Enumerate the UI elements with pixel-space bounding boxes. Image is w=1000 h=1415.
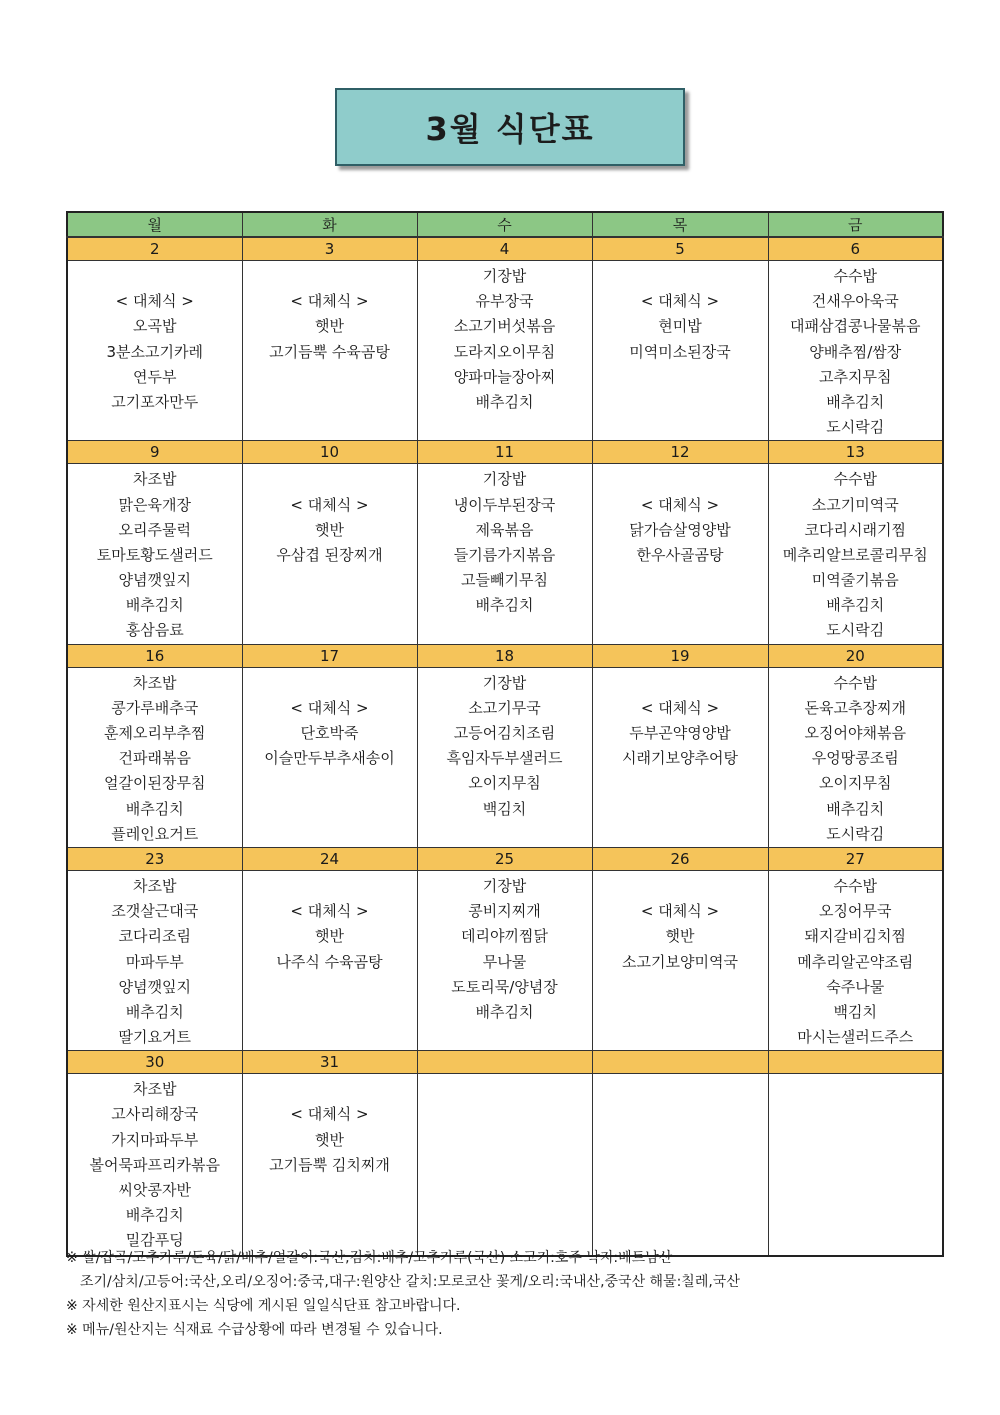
menu-item: 배추김치 <box>475 392 534 411</box>
date-cell-mon: 30 <box>67 1051 242 1074</box>
menu-item: 도시락김 <box>826 621 885 640</box>
menu-list <box>243 464 417 568</box>
menu-list <box>769 871 943 1050</box>
menu-item: 플레인요거트 <box>111 824 199 843</box>
menu-item: 대패삼겹콩나물볶음 <box>790 317 921 336</box>
menu-cell-mon <box>67 261 242 441</box>
menu-item: 밀감푸딩 <box>125 1231 184 1250</box>
menu-item <box>593 264 768 289</box>
menu-list <box>68 464 242 643</box>
date-cell-wed: 4 <box>417 237 592 261</box>
menu-cell-mon <box>67 870 242 1050</box>
menu-list <box>769 668 943 847</box>
date-cell-wed: 25 <box>417 847 592 870</box>
date-cell-thu: 19 <box>592 644 768 667</box>
menu-item: 콩가루배추국 <box>111 698 199 717</box>
date-cell-wed <box>417 1051 592 1074</box>
menu-item: < 대체식 > <box>290 292 369 311</box>
weekday-thu: 목 <box>592 212 768 237</box>
menu-item: 조갯살근대국 <box>111 902 199 921</box>
menu-cell-wed <box>417 870 592 1050</box>
menu-row <box>67 1074 943 1257</box>
menu-item: 차조밥 <box>133 1080 177 1099</box>
menu-cell-mon <box>67 667 242 847</box>
menu-item: 데리야끼찜닭 <box>461 927 548 946</box>
footnote-change-notice: ※ 메뉴/원산지는 식재료 수급상황에 따라 변경될 수 있습니다. <box>66 1322 443 1338</box>
date-cell-wed: 18 <box>417 644 592 667</box>
menu-item: 햇반 <box>315 927 344 946</box>
menu-item: < 대체식 > <box>290 1105 369 1124</box>
date-row <box>67 441 943 464</box>
date-cell-tue: 17 <box>242 644 417 667</box>
menu-item: 수수밥 <box>833 470 877 489</box>
date-row <box>67 847 943 870</box>
menu-table <box>66 211 944 1257</box>
menu-item: 메추리알브로콜리무침 <box>782 545 928 564</box>
title-box <box>335 88 685 166</box>
menu-item: 도토리묵/양념장 <box>451 977 558 996</box>
menu-cell-thu <box>592 261 768 441</box>
menu-item: 들기름가지볶음 <box>453 545 556 564</box>
menu-item: 수수밥 <box>833 673 877 692</box>
menu-item: < 대체식 > <box>290 495 369 514</box>
menu-item: 우삼겹 된장찌개 <box>276 545 383 564</box>
menu-cell-mon <box>67 464 242 644</box>
menu-item <box>68 264 242 289</box>
weekday-wed: 수 <box>417 212 592 237</box>
menu-item: 배추김치 <box>475 1002 534 1021</box>
menu-list <box>418 1074 592 1077</box>
date-row <box>67 1051 943 1074</box>
menu-item: 한우사골곰탕 <box>636 545 724 564</box>
menu-item: 제육볶음 <box>475 520 534 539</box>
menu-item: 고기포자만두 <box>111 392 199 411</box>
menu-item <box>593 671 768 696</box>
menu-item: 유부장국 <box>475 292 534 311</box>
date-cell-fri: 20 <box>768 644 943 667</box>
weekday-fri: 금 <box>768 212 943 237</box>
menu-item: 백김치 <box>833 1002 877 1021</box>
menu-item: 건새우아욱국 <box>811 292 899 311</box>
menu-item: 미역미소된장국 <box>629 342 731 361</box>
menu-item: 소고기버섯볶음 <box>453 317 556 336</box>
menu-item: 마시는샐러드주스 <box>797 1028 914 1047</box>
date-row <box>67 237 943 261</box>
menu-cell-thu <box>592 667 768 847</box>
menu-item: 양배추찜/쌈장 <box>809 342 902 361</box>
menu-item <box>243 671 417 696</box>
date-cell-tue: 3 <box>242 237 417 261</box>
menu-item: 나주식 수육곰탕 <box>276 952 383 971</box>
menu-item: 시래기보양추어탕 <box>622 749 738 768</box>
menu-item: 소고기미역국 <box>811 495 899 514</box>
date-cell-fri: 13 <box>768 441 943 464</box>
menu-item: 고기듬뿍 김치찌개 <box>269 1155 390 1174</box>
menu-cell-tue <box>242 261 417 441</box>
menu-item: 소고기무국 <box>468 698 541 717</box>
menu-item: < 대체식 > <box>115 292 194 311</box>
menu-item <box>243 1077 417 1102</box>
menu-item: 메추리알곤약조림 <box>797 952 914 971</box>
menu-cell-wed <box>417 1074 592 1257</box>
menu-item: 고등어김치조림 <box>453 724 556 742</box>
date-cell-mon: 2 <box>67 237 242 261</box>
menu-item: 씨앗콩자반 <box>118 1181 191 1199</box>
menu-item: 백김치 <box>482 799 527 818</box>
menu-item: < 대체식 > <box>640 902 720 921</box>
menu-item <box>593 467 768 492</box>
menu-item: 돼지갈비김치찜 <box>804 927 906 946</box>
menu-item: 현미밥 <box>658 317 702 336</box>
menu-item: 기장밥 <box>482 470 527 489</box>
date-cell-mon: 9 <box>67 441 242 464</box>
weekday-header-row <box>67 212 943 237</box>
menu-item: 돈육고추장찌개 <box>804 698 906 717</box>
menu-list <box>68 668 242 847</box>
menu-item: 연두부 <box>133 367 177 386</box>
date-cell-thu: 26 <box>592 847 768 870</box>
menu-item <box>243 264 417 289</box>
menu-item: 콩비지찌개 <box>468 902 541 921</box>
menu-list <box>418 464 592 618</box>
menu-item: 이슬만두부추새송이 <box>264 749 395 768</box>
menu-item: 고사리해장국 <box>111 1105 199 1124</box>
menu-item: < 대체식 > <box>640 698 720 717</box>
date-cell-wed: 11 <box>417 441 592 464</box>
menu-item: 소고기보양미역국 <box>622 952 738 971</box>
menu-item: 딸기요거트 <box>118 1028 191 1047</box>
date-cell-fri: 6 <box>768 237 943 261</box>
menu-item: 오징어무국 <box>819 902 892 921</box>
menu-list <box>243 261 417 365</box>
footnote-origin: ※ 쌀/잡곡/고추가루/돈육/닭/배추/얼갈이:국산,김치:배추/고추가루(국산) 소고기:호주 낙지:베트남산 <box>66 1250 673 1266</box>
menu-list <box>593 668 768 772</box>
menu-list <box>68 261 242 415</box>
menu-cell-tue <box>242 1074 417 1257</box>
menu-cell-fri <box>768 667 943 847</box>
menu-item: 배추김치 <box>125 1206 184 1225</box>
menu-item: 오리주물럭 <box>118 520 191 539</box>
menu-item: 햇반 <box>315 1130 344 1149</box>
menu-item: 3분소고기카레 <box>106 342 203 361</box>
menu-item <box>243 874 417 899</box>
menu-item: 훈제오리부추찜 <box>104 724 206 742</box>
menu-item: 무나물 <box>482 952 527 971</box>
date-cell-tue: 10 <box>242 441 417 464</box>
menu-cell-tue <box>242 464 417 644</box>
menu-list <box>243 668 417 772</box>
menu-cell-wed <box>417 261 592 441</box>
menu-list <box>418 261 592 415</box>
weekday-tue: 화 <box>242 212 417 237</box>
menu-item: 기장밥 <box>482 876 527 895</box>
menu-item: 홍삼음료 <box>125 621 184 640</box>
menu-item: 도라지오이무침 <box>453 342 556 361</box>
menu-cell-thu <box>592 464 768 644</box>
menu-item: 얼갈이된장무침 <box>104 774 206 793</box>
menu-item: 차조밥 <box>133 673 177 692</box>
menu-item: 차조밥 <box>133 470 177 489</box>
menu-item: 닭가슴살영양밥 <box>629 520 731 539</box>
menu-item: 배추김치 <box>125 1002 184 1021</box>
menu-item: 기장밥 <box>482 673 527 692</box>
menu-row <box>67 870 943 1050</box>
menu-item: 우엉땅콩조림 <box>811 749 899 768</box>
menu-item: 볼어묵파프리카볶음 <box>89 1155 220 1174</box>
menu-item: 고추지무침 <box>819 367 892 386</box>
menu-item: 코다리조림 <box>118 927 191 946</box>
footnote-origin-cont: 조기/삼치/고등어:국산,오리/오징어:중국,대구:원양산 갈치:모로코산 꽃게/오리:국내산,중국산 해물:칠레,국산 <box>80 1274 740 1290</box>
menu-list <box>769 1074 943 1077</box>
menu-row <box>67 464 943 644</box>
menu-cell-wed <box>417 667 592 847</box>
menu-item: 오이지무침 <box>819 774 892 793</box>
menu-item: 배추김치 <box>475 596 534 615</box>
menu-item: 두부곤약영양밥 <box>629 724 731 742</box>
menu-item: 오징어야채볶음 <box>804 724 906 742</box>
menu-item: 양파마늘장아찌 <box>453 367 556 386</box>
menu-item: 배추김치 <box>125 596 184 615</box>
menu-item: 숙주나물 <box>826 977 885 996</box>
menu-item: < 대체식 > <box>290 902 369 921</box>
date-row <box>67 644 943 667</box>
menu-cell-tue <box>242 667 417 847</box>
menu-list <box>593 1074 768 1077</box>
menu-item: 코다리시래기찜 <box>804 520 906 539</box>
menu-item: 도시락김 <box>826 418 885 437</box>
menu-item: < 대체식 > <box>640 495 720 514</box>
menu-list <box>593 871 768 975</box>
menu-item: 배추김치 <box>125 799 184 818</box>
menu-cell-thu <box>592 870 768 1050</box>
date-cell-fri <box>768 1051 943 1074</box>
menu-item: 고기듬뿍 수육곰탕 <box>269 342 390 361</box>
menu-list <box>243 1074 417 1178</box>
menu-item <box>243 467 417 492</box>
menu-item: 양념깻잎지 <box>118 977 191 996</box>
menu-item: 차조밥 <box>133 876 177 895</box>
menu-list <box>243 871 417 975</box>
menu-item: 도시락김 <box>826 824 885 843</box>
menu-item: 건파래볶음 <box>118 749 191 768</box>
menu-item: 가지마파두부 <box>111 1130 199 1149</box>
menu-cell-fri <box>768 261 943 441</box>
date-cell-thu: 5 <box>592 237 768 261</box>
date-cell-tue: 24 <box>242 847 417 870</box>
menu-list <box>68 871 242 1050</box>
menu-item: 토마토황도샐러드 <box>96 545 213 564</box>
menu-item: 고들빼기무침 <box>461 571 548 590</box>
menu-list <box>418 871 592 1025</box>
menu-cell-wed <box>417 464 592 644</box>
menu-item: 오이지무침 <box>468 774 541 793</box>
menu-cell-mon <box>67 1074 242 1257</box>
menu-item: 햇반 <box>315 317 344 336</box>
menu-item: < 대체식 > <box>290 698 369 717</box>
footnotes <box>66 1246 966 1342</box>
menu-item: 햇반 <box>315 520 344 539</box>
menu-list <box>593 261 768 365</box>
menu-list <box>68 1074 242 1253</box>
menu-list <box>769 464 943 643</box>
menu-cell-fri <box>768 1074 943 1257</box>
menu-item: 배추김치 <box>826 596 885 615</box>
menu-list <box>593 464 768 568</box>
menu-item: 맑은육개장 <box>118 495 191 514</box>
menu-row <box>67 261 943 441</box>
date-cell-thu: 12 <box>592 441 768 464</box>
menu-cell-thu <box>592 1074 768 1257</box>
menu-item: 마파두부 <box>125 952 184 971</box>
menu-item: 냉이두부된장국 <box>453 495 556 514</box>
weekday-mon: 월 <box>67 212 242 237</box>
menu-item: 배추김치 <box>826 799 885 818</box>
menu-cell-fri <box>768 870 943 1050</box>
menu-item <box>593 874 768 899</box>
menu-cell-fri <box>768 464 943 644</box>
menu-item: 기장밥 <box>482 267 527 285</box>
menu-cell-tue <box>242 870 417 1050</box>
date-cell-mon: 16 <box>67 644 242 667</box>
menu-item: 수수밥 <box>833 876 877 895</box>
menu-item: 수수밥 <box>833 267 877 285</box>
menu-list <box>418 668 592 822</box>
date-cell-mon: 23 <box>67 847 242 870</box>
menu-item: 미역줄기볶음 <box>811 571 899 590</box>
menu-item: 오곡밥 <box>133 317 177 336</box>
page-title: 3월 식단표 <box>425 110 595 148</box>
menu-item: 햇반 <box>665 927 695 946</box>
date-cell-fri: 27 <box>768 847 943 870</box>
date-cell-thu <box>592 1051 768 1074</box>
menu-item: 배추김치 <box>826 392 885 411</box>
menu-item: 흑임자두부샐러드 <box>446 749 563 768</box>
menu-row <box>67 667 943 847</box>
menu-item: 단호박죽 <box>300 724 359 742</box>
menu-item: 양념깻잎지 <box>118 571 191 590</box>
menu-item: < 대체식 > <box>640 292 720 311</box>
footnote-daily-menu: ※ 자세한 원산지표시는 식당에 게시된 일일식단표 참고바랍니다. <box>66 1298 461 1314</box>
menu-list <box>769 261 943 440</box>
date-cell-tue: 31 <box>242 1051 417 1074</box>
